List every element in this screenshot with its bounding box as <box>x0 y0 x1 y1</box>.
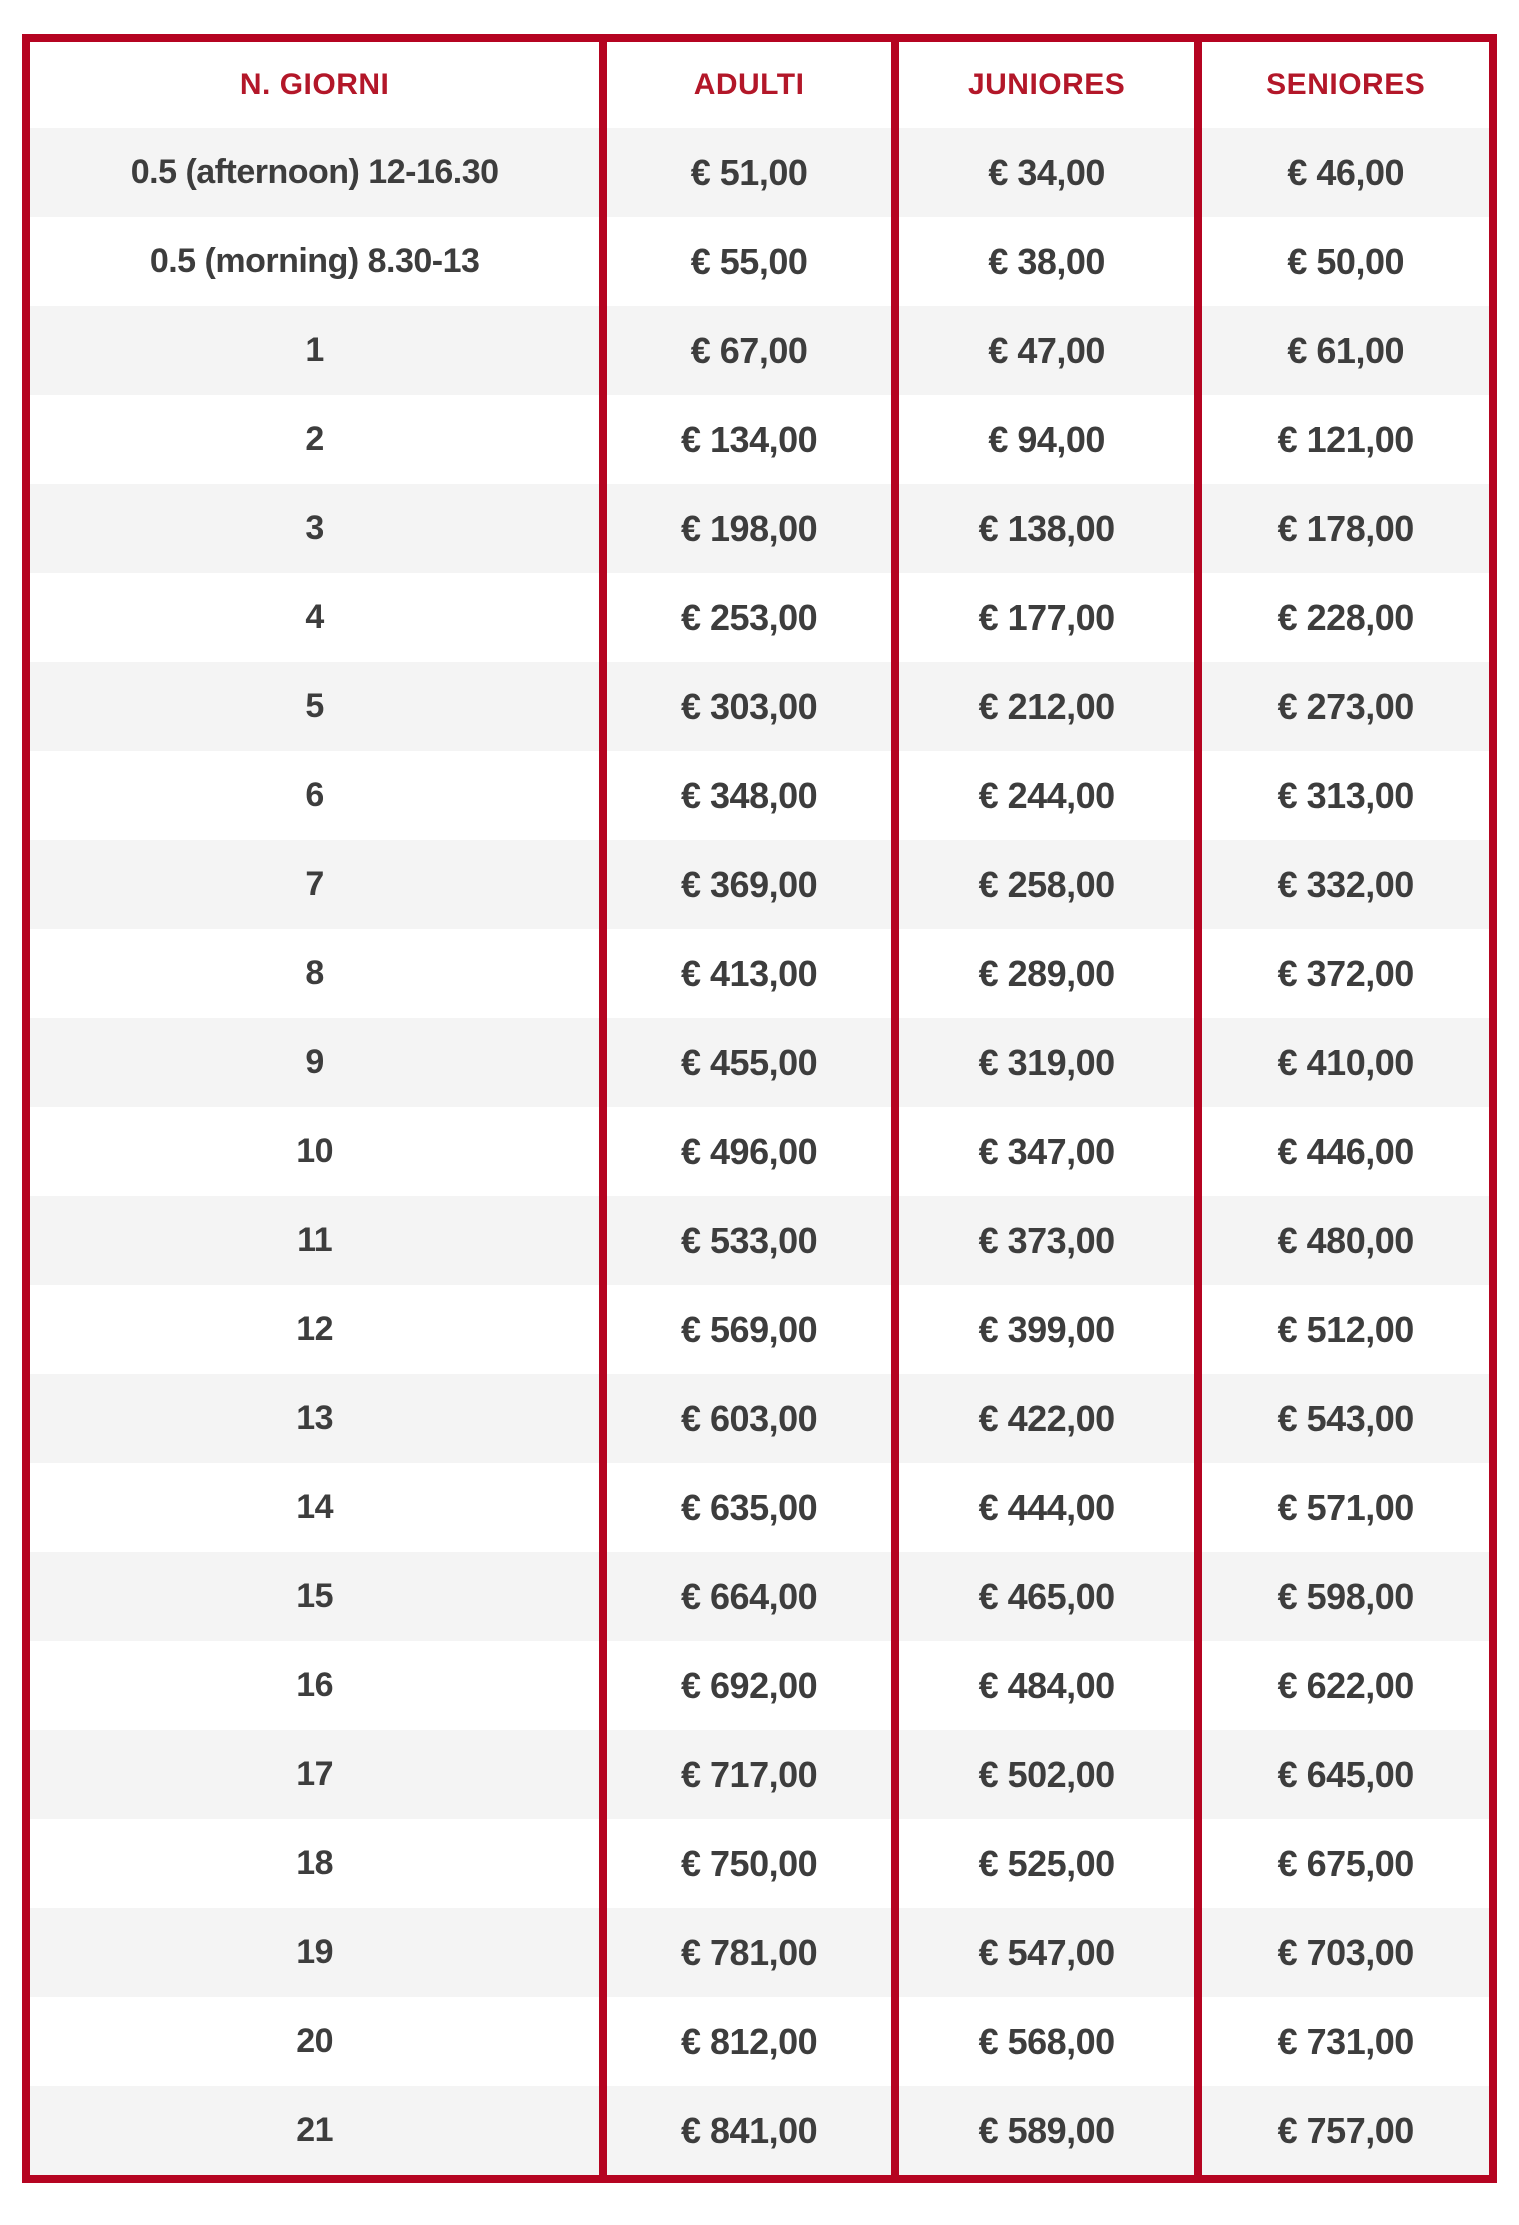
table-row <box>26 1552 1493 1641</box>
seniores-cell: € 50,00 <box>1198 217 1493 306</box>
giorni-cell: 10 <box>296 1132 334 1170</box>
giorni-cell: 15 <box>296 1577 334 1615</box>
table-row <box>26 751 1493 840</box>
adulti-cell: € 635,00 <box>603 1463 895 1552</box>
giorni-cell: 5 <box>305 687 324 725</box>
table-row <box>26 929 1493 1018</box>
adulti-cell: € 455,00 <box>603 1018 895 1107</box>
giorni-cell: 0.5 (afternoon) 12-16.30 <box>130 153 499 191</box>
seniores-cell: € 121,00 <box>1198 395 1493 484</box>
table-row <box>26 573 1493 662</box>
seniores-cell: € 675,00 <box>1198 1819 1493 1908</box>
adulti-cell: € 781,00 <box>603 1908 895 1997</box>
juniores-cell: € 484,00 <box>895 1641 1199 1730</box>
header-giorni: N. GIORNI <box>26 38 603 128</box>
seniores-cell: € 273,00 <box>1198 662 1493 751</box>
juniores-cell: € 212,00 <box>895 662 1199 751</box>
seniores-cell: € 46,00 <box>1198 128 1493 217</box>
seniores-cell: € 571,00 <box>1198 1463 1493 1552</box>
adulti-cell: € 348,00 <box>603 751 895 840</box>
giorni-cell: 13 <box>296 1399 334 1437</box>
juniores-cell: € 34,00 <box>895 128 1199 217</box>
adulti-cell: € 603,00 <box>603 1374 895 1463</box>
table-row <box>26 1908 1493 1997</box>
table-row <box>26 2086 1493 2179</box>
juniores-cell: € 47,00 <box>895 306 1199 395</box>
table-row <box>26 1997 1493 2086</box>
adulti-cell: € 67,00 <box>603 306 895 395</box>
adulti-cell: € 533,00 <box>603 1196 895 1285</box>
giorni-cell: 20 <box>296 2022 334 2060</box>
giorni-cell: 21 <box>296 2111 334 2149</box>
giorni-cell: 3 <box>305 509 324 547</box>
adulti-cell: € 55,00 <box>603 217 895 306</box>
seniores-cell: € 645,00 <box>1198 1730 1493 1819</box>
giorni-cell: 16 <box>296 1666 334 1704</box>
adulti-cell: € 812,00 <box>603 1997 895 2086</box>
giorni-cell: 4 <box>305 598 324 636</box>
price-table <box>22 34 1497 2183</box>
giorni-cell: 11 <box>297 1221 333 1259</box>
seniores-cell: € 512,00 <box>1198 1285 1493 1374</box>
table-row <box>26 1374 1493 1463</box>
adulti-cell: € 692,00 <box>603 1641 895 1730</box>
juniores-cell: € 502,00 <box>895 1730 1199 1819</box>
seniores-cell: € 410,00 <box>1198 1018 1493 1107</box>
giorni-cell: 2 <box>305 420 324 458</box>
table-row <box>26 484 1493 573</box>
juniores-cell: € 589,00 <box>895 2086 1199 2179</box>
table-row <box>26 1641 1493 1730</box>
table-row <box>26 1285 1493 1374</box>
table-row <box>26 1730 1493 1819</box>
juniores-cell: € 525,00 <box>895 1819 1199 1908</box>
seniores-cell: € 446,00 <box>1198 1107 1493 1196</box>
giorni-cell: 14 <box>296 1488 334 1526</box>
giorni-cell: 18 <box>296 1844 334 1882</box>
table-row <box>26 128 1493 217</box>
header-seniores: SENIORES <box>1198 38 1493 128</box>
juniores-cell: € 38,00 <box>895 217 1199 306</box>
giorni-cell: 12 <box>296 1310 334 1348</box>
juniores-cell: € 138,00 <box>895 484 1199 573</box>
juniores-cell: € 465,00 <box>895 1552 1199 1641</box>
juniores-cell: € 399,00 <box>895 1285 1199 1374</box>
adulti-cell: € 198,00 <box>603 484 895 573</box>
table-row <box>26 1196 1493 1285</box>
giorni-cell: 0.5 (morning) 8.30-13 <box>149 242 480 280</box>
seniores-cell: € 543,00 <box>1198 1374 1493 1463</box>
juniores-cell: € 347,00 <box>895 1107 1199 1196</box>
juniores-cell: € 244,00 <box>895 751 1199 840</box>
price-table-body <box>26 128 1493 2179</box>
giorni-cell: 6 <box>305 776 324 814</box>
adulti-cell: € 750,00 <box>603 1819 895 1908</box>
header-adulti: ADULTI <box>603 38 895 128</box>
juniores-cell: € 94,00 <box>895 395 1199 484</box>
table-row <box>26 1107 1493 1196</box>
seniores-cell: € 228,00 <box>1198 573 1493 662</box>
seniores-cell: € 480,00 <box>1198 1196 1493 1285</box>
adulti-cell: € 369,00 <box>603 840 895 929</box>
table-row <box>26 1463 1493 1552</box>
juniores-cell: € 568,00 <box>895 1997 1199 2086</box>
juniores-cell: € 177,00 <box>895 573 1199 662</box>
header-row <box>26 38 1493 128</box>
juniores-cell: € 319,00 <box>895 1018 1199 1107</box>
giorni-cell: 1 <box>305 331 324 369</box>
table-row <box>26 1819 1493 1908</box>
seniores-cell: € 178,00 <box>1198 484 1493 573</box>
table-row <box>26 840 1493 929</box>
table-row <box>26 395 1493 484</box>
juniores-cell: € 444,00 <box>895 1463 1199 1552</box>
juniores-cell: € 422,00 <box>895 1374 1199 1463</box>
seniores-cell: € 332,00 <box>1198 840 1493 929</box>
seniores-cell: € 61,00 <box>1198 306 1493 395</box>
adulti-cell: € 51,00 <box>603 128 895 217</box>
giorni-cell: 9 <box>305 1043 324 1081</box>
adulti-cell: € 496,00 <box>603 1107 895 1196</box>
giorni-cell: 19 <box>296 1933 334 1971</box>
adulti-cell: € 303,00 <box>603 662 895 751</box>
seniores-cell: € 598,00 <box>1198 1552 1493 1641</box>
seniores-cell: € 731,00 <box>1198 1997 1493 2086</box>
seniores-cell: € 313,00 <box>1198 751 1493 840</box>
price-table-header <box>26 38 1493 128</box>
giorni-cell: 7 <box>305 865 324 903</box>
table-row <box>26 306 1493 395</box>
seniores-cell: € 372,00 <box>1198 929 1493 1018</box>
giorni-cell: 8 <box>305 954 324 992</box>
seniores-cell: € 757,00 <box>1198 2086 1493 2179</box>
giorni-cell: 17 <box>296 1755 334 1793</box>
seniores-cell: € 703,00 <box>1198 1908 1493 1997</box>
seniores-cell: € 622,00 <box>1198 1641 1493 1730</box>
adulti-cell: € 413,00 <box>603 929 895 1018</box>
juniores-cell: € 373,00 <box>895 1196 1199 1285</box>
juniores-cell: € 258,00 <box>895 840 1199 929</box>
header-juniores: JUNIORES <box>895 38 1199 128</box>
table-row <box>26 1018 1493 1107</box>
adulti-cell: € 664,00 <box>603 1552 895 1641</box>
table-row <box>26 217 1493 306</box>
adulti-cell: € 253,00 <box>603 573 895 662</box>
adulti-cell: € 134,00 <box>603 395 895 484</box>
juniores-cell: € 547,00 <box>895 1908 1199 1997</box>
adulti-cell: € 717,00 <box>603 1730 895 1819</box>
adulti-cell: € 841,00 <box>603 2086 895 2179</box>
adulti-cell: € 569,00 <box>603 1285 895 1374</box>
table-row <box>26 662 1493 751</box>
juniores-cell: € 289,00 <box>895 929 1199 1018</box>
